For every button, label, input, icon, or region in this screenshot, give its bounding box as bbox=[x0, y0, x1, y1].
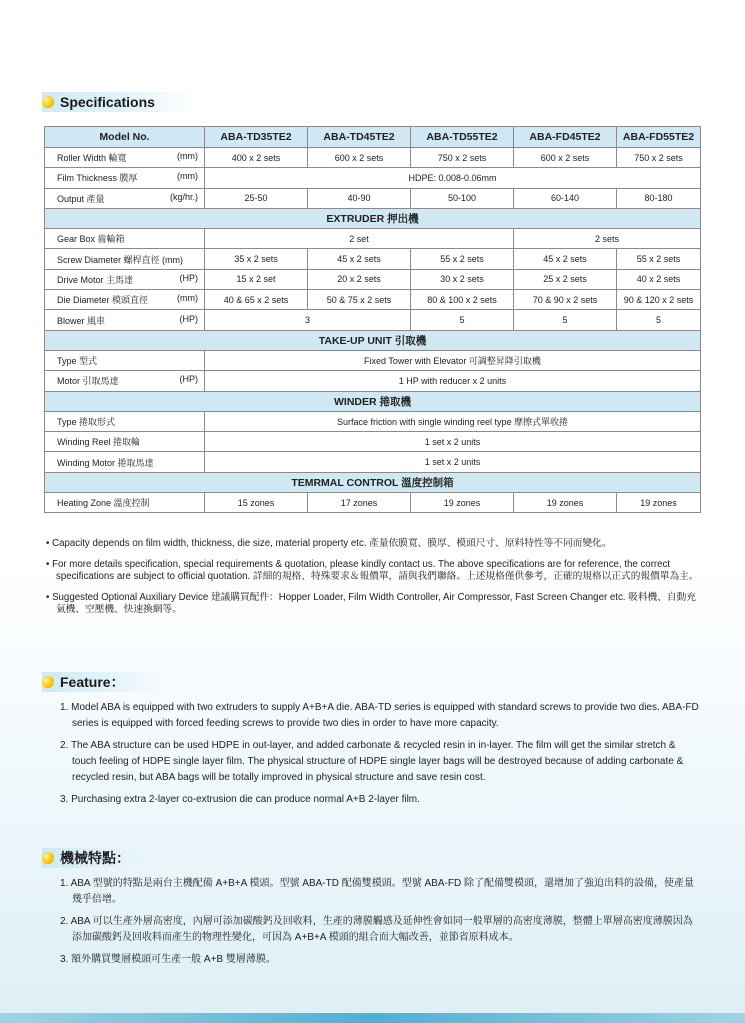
feature-item: 3. Purchasing extra 2-layer co-extrusion die can produce normal A+B 2-layer film. bbox=[60, 794, 420, 805]
cell: 30 x 2 sets bbox=[411, 269, 514, 289]
cell: 40 & 65 x 2 sets bbox=[205, 290, 308, 310]
cell: 19 zones bbox=[411, 493, 514, 513]
specifications-table bbox=[44, 126, 701, 513]
cell: 45 x 2 sets bbox=[308, 249, 411, 269]
section-row bbox=[45, 208, 701, 228]
table-row bbox=[45, 249, 701, 269]
cell: 750 x 2 sets bbox=[617, 148, 701, 168]
cell: 50-100 bbox=[411, 188, 514, 208]
cell: 35 x 2 sets bbox=[205, 249, 308, 269]
model-col: ABA-TD35TE2 bbox=[205, 127, 308, 148]
table-row bbox=[45, 411, 701, 431]
row-label: Type 型式 bbox=[45, 350, 205, 370]
cell: 1 set x 2 units bbox=[205, 432, 701, 452]
cell: 40 x 2 sets bbox=[617, 269, 701, 289]
row-unit: (HP) bbox=[179, 313, 198, 324]
section-row bbox=[45, 472, 701, 492]
control-section-title: TEMRMAL CONTROL 溫度控制箱 bbox=[45, 472, 701, 492]
row-label: Winding Reel 捲取輪 bbox=[45, 432, 205, 452]
row-label: Roller Width 輪寬 bbox=[57, 153, 127, 164]
table-row bbox=[45, 371, 701, 391]
row-label: Die Diameter 模頭直徑 bbox=[57, 295, 149, 306]
bullet-icon bbox=[42, 852, 54, 864]
cell: Surface friction with single winding reel type 摩擦式單收捲 bbox=[205, 411, 701, 431]
cell: 5 bbox=[617, 310, 701, 330]
cell: 19 zones bbox=[617, 493, 701, 513]
cell: 20 x 2 sets bbox=[308, 269, 411, 289]
bullet-icon bbox=[42, 96, 54, 108]
row-label: Drive Motor 主馬達 bbox=[57, 274, 134, 285]
cell: 19 zones bbox=[514, 493, 617, 513]
row-label: Screw Diameter 螺桿直徑 (mm) bbox=[45, 249, 205, 269]
table-row bbox=[45, 168, 701, 188]
table-row bbox=[45, 432, 701, 452]
section-row bbox=[45, 391, 701, 411]
table-row bbox=[45, 350, 701, 370]
table-row bbox=[45, 493, 701, 513]
row-label: Gear Box 齒輪箱 bbox=[45, 229, 205, 249]
row-label: Film Thickness 膜厚 bbox=[57, 173, 138, 184]
cell: 3 bbox=[205, 310, 411, 330]
row-label: Winding Motor 捲取馬達 bbox=[45, 452, 205, 472]
feature-cn-item: 1. ABA 型號的特點是兩台主機配備 A+B+A 模頭。型號 ABA-TD 配備雙模頭。型號 ABA-FD 除了配備雙模頭，還增加了強迫出料的設備，使產量幾乎倍增。 bbox=[60, 878, 694, 905]
model-label: Model No. bbox=[45, 127, 205, 148]
extruder-section-title: EXTRUDER 押出機 bbox=[45, 208, 701, 228]
cell: 80 & 100 x 2 sets bbox=[411, 290, 514, 310]
cell: 15 zones bbox=[205, 493, 308, 513]
cell: Fixed Tower with Elevator 可調整昇降引取機 bbox=[205, 350, 701, 370]
table-row bbox=[45, 290, 701, 310]
model-col: ABA-TD55TE2 bbox=[411, 127, 514, 148]
row-unit: (mm) bbox=[177, 293, 198, 304]
cell: 5 bbox=[411, 310, 514, 330]
row-label: Heating Zone 溫度控制 bbox=[45, 493, 205, 513]
model-col: ABA-FD55TE2 bbox=[617, 127, 701, 148]
feature-item: 1. Model ABA is equipped with two extruders to supply A+B+A die. ABA-TD series is equipped with standard screws to provide two dies. ABA-FD series is equipped with forced feeding screws to provide two dies in order to have more capacity. bbox=[60, 702, 699, 729]
feature-item: 2. The ABA structure can be used HDPE in out-layer, and added carbonate & recycled resin in in-layer. The film will get the similar stretch & touch feeling of HDPE single layer film. The physical structure of HDPE single layer bags will be destroyed because of adding carbonate & recycled resin, but ABA bags will be totally improved in physical structure and save resin cost. bbox=[60, 740, 684, 783]
note-item: • For more details specification, special requirements & quotation, please kindly contact us. The above specifications are for reference, the correct specifications are subject to official quotation. 詳細的規格、特殊要求＆報價單，請與我們聯絡。上述規格僅供參考，正確的規格以正式的報價單為主。 bbox=[46, 558, 699, 582]
feature-cn-heading bbox=[42, 848, 170, 868]
table-row bbox=[45, 188, 701, 208]
cell: 90 & 120 x 2 sets bbox=[617, 290, 701, 310]
cell: 600 x 2 sets bbox=[514, 148, 617, 168]
cell: 80-180 bbox=[617, 188, 701, 208]
row-unit: (mm) bbox=[177, 151, 198, 162]
cell: 45 x 2 sets bbox=[514, 249, 617, 269]
note-item: • Suggested Optional Auxiliary Device 建議購買配件：Hopper Loader, Film Width Controller, Air Compressor, Fast Screen Changer etc. 吸料機、自動充氣機、空壓機、快速換網等。 bbox=[46, 591, 696, 615]
specifications-heading bbox=[42, 92, 195, 112]
cell: 60-140 bbox=[514, 188, 617, 208]
table-row bbox=[45, 229, 701, 249]
notes-list bbox=[46, 538, 704, 625]
feature-cn-title: 機械特點： bbox=[60, 850, 130, 866]
cell: 750 x 2 sets bbox=[411, 148, 514, 168]
cell: 15 x 2 set bbox=[205, 269, 308, 289]
table-row bbox=[45, 269, 701, 289]
feature-cn-item: 2. ABA 可以生產外層高密度，內層可添加碳酸鈣及回收料，生產的薄膜觸感及延伸性會如同一般單層的高密度薄膜，整體上單層高密度薄膜因為添加碳酸鈣及回收料而產生的物理性變化，可因為 A+B+A 模頭的組合而大幅改善，並節省原料成本。 bbox=[60, 916, 693, 943]
bullet-icon bbox=[42, 676, 54, 688]
section-row bbox=[45, 330, 701, 350]
feature-title: Feature： bbox=[60, 674, 125, 690]
model-col: ABA-TD45TE2 bbox=[308, 127, 411, 148]
note-item: • Capacity depends on film width, thickness, die size, material property etc. 產量依膜寬、膜厚、模頭尺寸、原料特性等不同而變化。 bbox=[46, 538, 612, 549]
cell: 17 zones bbox=[308, 493, 411, 513]
cell: 1 set x 2 units bbox=[205, 452, 701, 472]
winder-section-title: WINDER 捲取機 bbox=[45, 391, 701, 411]
cell: 70 & 90 x 2 sets bbox=[514, 290, 617, 310]
feature-heading bbox=[42, 672, 165, 692]
cell: HDPE: 0.008-0.06mm bbox=[205, 168, 701, 188]
cell: 600 x 2 sets bbox=[308, 148, 411, 168]
cell: 2 set bbox=[205, 229, 514, 249]
cell: 400 x 2 sets bbox=[205, 148, 308, 168]
feature-cn-list bbox=[60, 876, 700, 974]
row-label: Output 產量 bbox=[57, 193, 105, 204]
cell: 2 sets bbox=[514, 229, 701, 249]
feature-list bbox=[60, 700, 700, 814]
row-unit: (mm) bbox=[177, 171, 198, 182]
cell: 25-50 bbox=[205, 188, 308, 208]
bottom-decorative-band bbox=[0, 1013, 745, 1023]
row-unit: (kg/hr.) bbox=[169, 191, 198, 202]
feature-cn-item: 3. 額外購買雙層模頭可生產一般 A+B 雙層薄膜。 bbox=[60, 954, 276, 965]
cell: 25 x 2 sets bbox=[514, 269, 617, 289]
takeup-section-title: TAKE-UP UNIT 引取機 bbox=[45, 330, 701, 350]
cell: 55 x 2 sets bbox=[617, 249, 701, 269]
row-label: Type 捲取形式 bbox=[45, 411, 205, 431]
model-col: ABA-FD45TE2 bbox=[514, 127, 617, 148]
cell: 1 HP with reducer x 2 units bbox=[205, 371, 701, 391]
cell: 55 x 2 sets bbox=[411, 249, 514, 269]
row-unit: (HP) bbox=[179, 272, 198, 283]
cell: 50 & 75 x 2 sets bbox=[308, 290, 411, 310]
row-unit: (HP) bbox=[179, 374, 198, 385]
table-header-row bbox=[45, 127, 701, 148]
row-label: Blower 風車 bbox=[57, 315, 106, 326]
row-label: Motor 引取馬達 bbox=[57, 376, 119, 387]
table-row bbox=[45, 452, 701, 472]
table-row bbox=[45, 148, 701, 168]
cell: 40-90 bbox=[308, 188, 411, 208]
cell: 5 bbox=[514, 310, 617, 330]
table-row bbox=[45, 310, 701, 330]
specifications-title: Specifications bbox=[60, 94, 155, 110]
